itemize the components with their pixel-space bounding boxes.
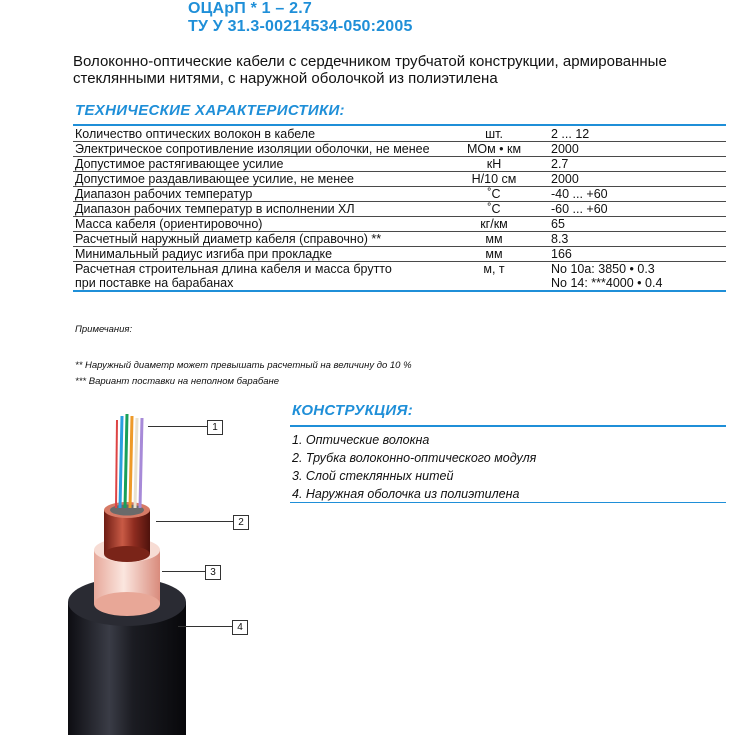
spec-value: 8.3 [541,232,726,247]
table-row [73,262,726,292]
spec-value: 2.7 [541,157,726,172]
table-row [73,172,726,187]
spec-unit: кН [447,157,541,172]
callout-leader-3 [162,571,205,572]
spec-name: Количество оптических волокон в кабеле [73,127,447,142]
spec-name [73,262,447,292]
list-item: 1. Оптические волокна [292,433,430,447]
spec-value: -40 ... +60 [541,187,726,202]
spec-unit: ˚С [447,187,541,202]
table-row [73,232,726,247]
callout-2: 2 [233,515,249,530]
product-standard: ТУ У 31.3-00214534-050:2005 [188,18,413,35]
specs-top-rule [73,124,726,126]
cable-cross-section-illustration [60,410,200,735]
spec-value: 166 [541,247,726,262]
table-row [73,142,726,157]
spec-name: Диапазон рабочих температур в исполнении ХЛ [73,202,447,217]
spec-name: Масса кабеля (ориентировочно) [73,217,447,232]
construction-top-rule [290,425,726,427]
spec-name: Расчетный наружный диаметр кабеля (справочно) ** [73,232,447,247]
spec-value: 65 [541,217,726,232]
spec-value-line2: No 14: ***4000 • 0.4 [551,276,663,290]
note-diameter: ** Наружный диаметр может превышать расчетный на величину до 10 % [75,360,412,371]
spec-unit: мм [447,232,541,247]
callout-leader-2 [156,521,233,522]
product-description: Волоконно-оптические кабели с сердечником трубчатой конструкции, армированные стеклянными нитями, с наружной оболочкой из полиэтилена [73,53,667,87]
spec-unit: Н/10 см [447,172,541,187]
spec-name: Допустимое растягивающее усилие [73,157,447,172]
construction-heading: КОНСТРУКЦИЯ: [292,402,414,419]
spec-value: 2000 [541,142,726,157]
construction-bottom-rule [290,502,726,503]
spec-name: Диапазон рабочих температур [73,187,447,202]
table-row [73,217,726,232]
table-row [73,157,726,172]
note-drum: *** Вариант поставки на неполном барабане [75,376,280,387]
callout-leader-1 [148,426,207,427]
construction-list [292,431,536,503]
callout-1: 1 [207,420,223,435]
spec-name: Электрическое сопротивление изоляции оболочки, не менее [73,142,447,157]
spec-name-line2: при поставке на барабанах [75,276,234,290]
list-item: 4. Наружная оболочка из полиэтилена [292,487,520,501]
spec-unit: ˚С [447,202,541,217]
callout-3: 3 [205,565,221,580]
callout-4: 4 [232,620,248,635]
specs-table [73,127,726,292]
spec-name: Допустимое раздавливающее усилие, не менее [73,172,447,187]
spec-name-line1: Расчетная строительная длина кабеля и масса брутто [75,262,392,276]
specs-heading: ТЕХНИЧЕСКИЕ ХАРАКТЕРИСТИКИ: [75,102,345,119]
spec-unit: мм [447,247,541,262]
product-title: ОЦАрП * 1 – 2.7 [188,0,313,17]
table-row [73,187,726,202]
fiber-module-tube [104,502,150,562]
table-row [73,247,726,262]
spec-value: 2 ... 12 [541,127,726,142]
callout-leader-4 [178,626,232,627]
list-item: 2. Трубка волоконно-оптического модуля [292,451,537,465]
spec-unit: МОм • км [447,142,541,157]
spec-value-line1: No 10а: 3850 • 0.3 [551,262,655,276]
spec-value: -60 ... +60 [541,202,726,217]
table-row [73,202,726,217]
spec-unit: м, т [447,262,541,292]
spec-unit: кг/км [447,217,541,232]
optical-fibers [116,414,142,508]
spec-value [541,262,726,292]
spec-value: 2000 [541,172,726,187]
notes-label: Примечания: [75,324,133,335]
table-row [73,127,726,142]
spec-name: Минимальный радиус изгиба при прокладке [73,247,447,262]
spec-unit: шт. [447,127,541,142]
list-item: 3. Слой стеклянных нитей [292,469,454,483]
